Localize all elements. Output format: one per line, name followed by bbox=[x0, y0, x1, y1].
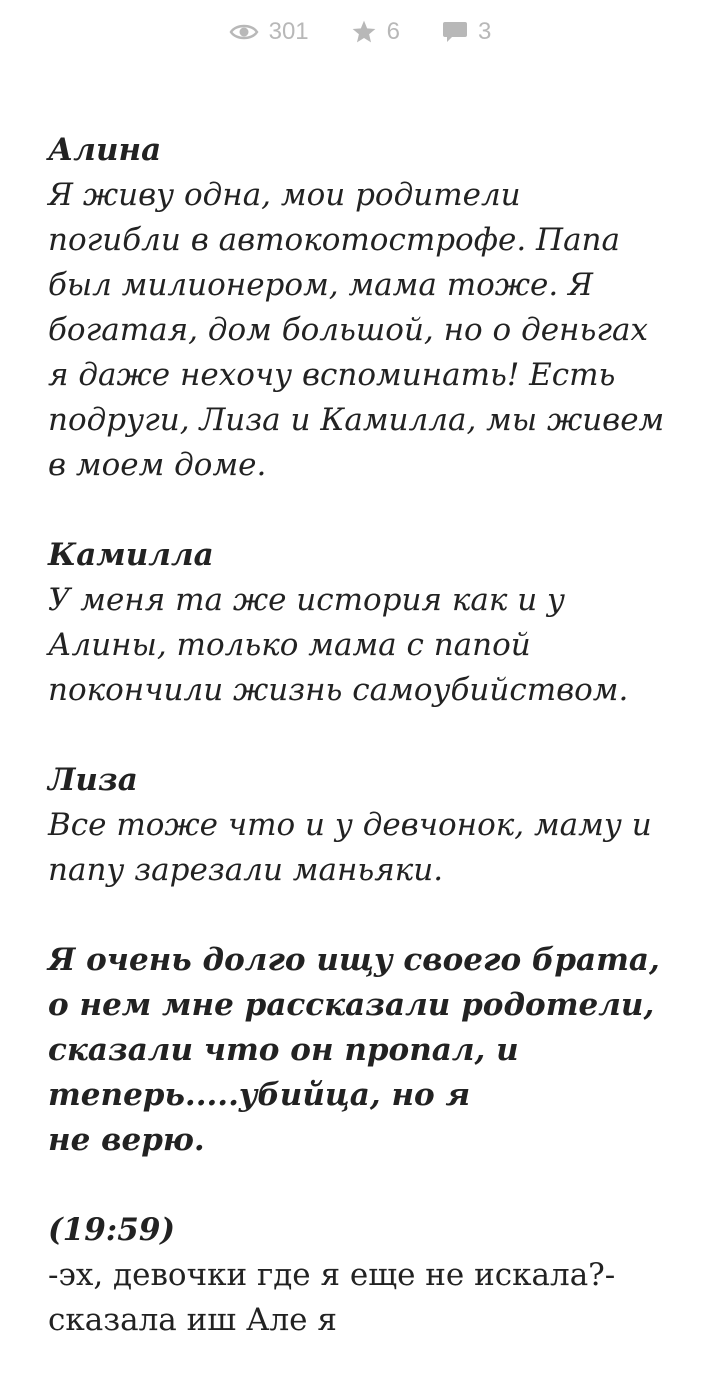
character-name: Камилла bbox=[48, 537, 214, 573]
character-name: Алина bbox=[48, 132, 162, 168]
comments-count: 3 bbox=[478, 18, 492, 45]
stars-count: 6 bbox=[386, 18, 401, 45]
brother-section bbox=[48, 938, 688, 1163]
dialogue-line: -эх, девочки где я еще не искала?- bbox=[48, 1257, 616, 1293]
views-count: 301 bbox=[268, 18, 309, 45]
stats-bar bbox=[0, 0, 720, 64]
character-name: Лиза bbox=[48, 762, 138, 798]
eye-icon bbox=[229, 21, 259, 43]
emphasis-paragraph: Я очень долго ищу своего брата, о нем мне рассказали родотели, сказали что он пропал, и теперь.....убийца, но я не верю. bbox=[48, 942, 660, 1158]
kamilla-section bbox=[48, 533, 688, 713]
alina-section bbox=[48, 128, 688, 488]
comment-icon bbox=[442, 20, 468, 44]
story-content bbox=[48, 128, 688, 1388]
views-stat bbox=[229, 18, 309, 46]
comments-stat bbox=[442, 18, 491, 46]
star-icon bbox=[351, 19, 377, 45]
stars-stat bbox=[351, 18, 400, 46]
scene-time: (19:59) bbox=[48, 1212, 176, 1248]
character-paragraph: У меня та же история как и у Алины, только мама с папой покончили жизнь самоубийством. bbox=[48, 582, 629, 708]
character-paragraph: Все тоже что и у девчонок, маму и папу зарезали маньяки. bbox=[48, 807, 652, 888]
dialogue-line: сказала иш Але я bbox=[48, 1302, 337, 1338]
liza-section bbox=[48, 758, 688, 893]
character-paragraph: Я живу одна, мои родители погибли в автокотострофе. Папа был милионером, мама тоже. Я богатая, дом большой, но о деньгах я даже нехочу вспоминать! Есть подруги, Лиза и Камилла, мы живем в моем доме. bbox=[48, 177, 665, 483]
scene-section bbox=[48, 1208, 688, 1343]
